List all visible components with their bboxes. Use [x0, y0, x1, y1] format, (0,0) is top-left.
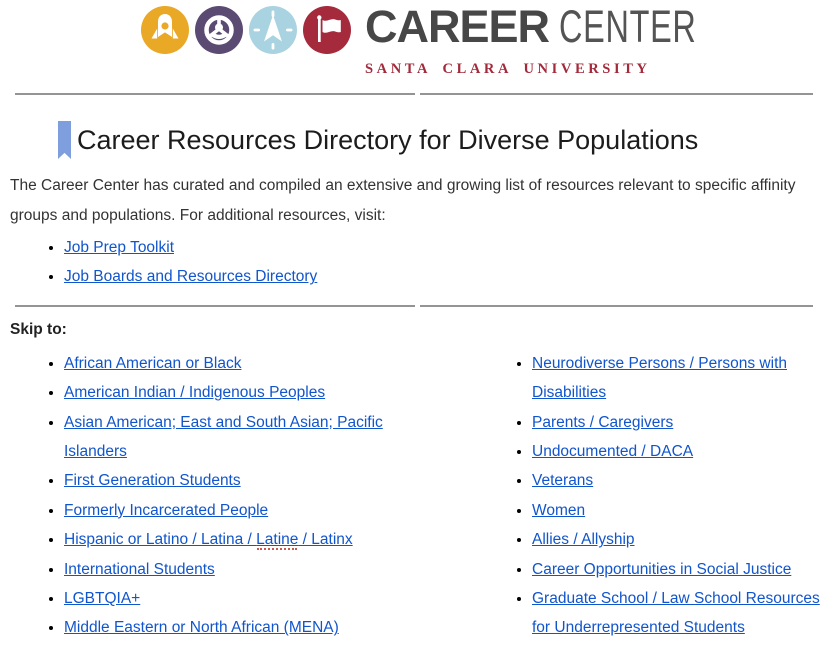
link-job-prep-toolkit[interactable]: Job Prep Toolkit [64, 239, 174, 256]
divider-segment [15, 93, 415, 95]
link-international-students[interactable]: International Students [64, 560, 215, 578]
list-item [64, 262, 828, 291]
list-item [64, 555, 412, 584]
list-item [532, 349, 828, 408]
skip-to-right-column [484, 349, 828, 643]
list-item [532, 466, 828, 495]
list-item [64, 584, 412, 613]
flag-icon [303, 6, 351, 54]
list-item [532, 408, 828, 437]
link-text-part: Hispanic or Latino / Latina / [64, 531, 257, 549]
list-item [64, 525, 412, 554]
divider-segment [420, 305, 813, 307]
wordmark-university: SANTA CLARA UNIVERSITY [365, 61, 651, 77]
misspelled-word: Latine [256, 531, 299, 549]
list-item [532, 437, 828, 466]
list-item [532, 525, 828, 554]
career-center-logo [141, 1, 828, 77]
list-item [64, 349, 412, 378]
intro-paragraph: The Career Center has curated and compiled an extensive and growing list of resources relevant to specific affinity groups and populations. For additional resources, visit: [10, 177, 796, 224]
link-lgbtqia[interactable]: LGBTQIA+ [64, 590, 141, 608]
divider-middle [15, 305, 813, 307]
intro-link-list [0, 233, 828, 292]
skip-to-left-column [0, 349, 484, 643]
title-row [58, 121, 828, 159]
ship-wheel-icon [195, 6, 243, 54]
link-grad-law-school-underrepresented[interactable]: Graduate School / Law School Resources for Underrepresented Students [532, 590, 820, 637]
link-career-opportunities-social-justice[interactable]: Career Opportunities in Social Justice [532, 560, 792, 578]
divider-segment [420, 93, 813, 95]
link-asian-american-pacific-islanders[interactable]: Asian American; East and South Asian; Pacific Islanders [64, 413, 383, 461]
page-title: Career Resources Directory for Diverse Populations [77, 125, 699, 155]
link-first-generation-students[interactable]: First Generation Students [64, 472, 241, 490]
link-women[interactable]: Women [532, 501, 586, 519]
list-item [64, 466, 412, 495]
list-item [64, 408, 412, 467]
link-formerly-incarcerated-people[interactable]: Formerly Incarcerated People [64, 501, 269, 519]
wordmark [365, 1, 750, 78]
link-middle-eastern-north-african[interactable]: Middle Eastern or North African (MENA) [64, 619, 339, 637]
link-job-boards-directory[interactable]: Job Boards and Resources Directory [64, 268, 318, 286]
link-parents-caregivers[interactable]: Parents / Caregivers [532, 413, 674, 431]
divider-top [15, 93, 813, 95]
divider-segment [15, 305, 415, 307]
list-item [64, 378, 412, 407]
link-american-indian-indigenous[interactable]: American Indian / Indigenous Peoples [64, 384, 326, 402]
skip-to-columns [0, 349, 828, 643]
logo-icon-group [141, 6, 351, 54]
list-item [64, 496, 412, 525]
wordmark-center: CENTER [559, 1, 697, 52]
link-text-part: / Latinx [298, 531, 353, 549]
link-african-american-or-black[interactable]: African American or Black [64, 354, 242, 372]
list-item [532, 584, 828, 643]
bookmark-icon [58, 121, 71, 159]
list-item [64, 233, 828, 262]
wordmark-career: CAREER [365, 1, 550, 52]
compass-icon [249, 6, 297, 54]
list-item [532, 496, 828, 525]
link-neurodiverse-persons-disabilities[interactable]: Neurodiverse Persons / Persons with Disabilities [532, 354, 788, 402]
link-hispanic-latino-latina-latine-latinx[interactable] [64, 531, 353, 548]
link-undocumented-daca[interactable]: Undocumented / DACA [532, 443, 694, 461]
link-veterans[interactable]: Veterans [532, 472, 594, 490]
link-allies-allyship[interactable]: Allies / Allyship [532, 531, 635, 549]
list-item [532, 555, 828, 584]
rocket-icon [141, 6, 189, 54]
list-item [64, 613, 412, 642]
skip-to-label: Skip to: [10, 320, 67, 338]
